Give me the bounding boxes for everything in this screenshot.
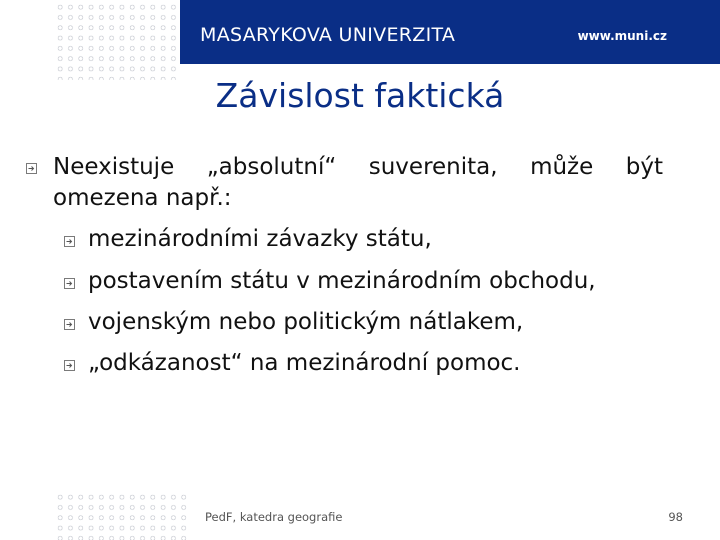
slide-title: Závislost faktická (215, 76, 505, 115)
logo-dot-grid (55, 2, 179, 80)
page-number: 98 (668, 510, 683, 524)
university-name: MASARYKOVA UNIVERZITA (200, 24, 456, 46)
footer-label: PedF, katedra geografie (205, 510, 343, 524)
arrow-box-icon (64, 236, 75, 247)
sub-point: vojenským nebo politickým nátlakem, (88, 309, 524, 335)
sub-point: postavením státu v mezinárodním obchodu, (88, 268, 596, 294)
main-point: Neexistuje „absolutní“ suverenita, může být omezena např.: (53, 154, 663, 211)
sub-point: mezinárodními závazky státu, (88, 226, 432, 252)
arrow-box-icon (26, 163, 37, 174)
footer-dot-grid (55, 492, 189, 540)
arrow-box-icon (64, 360, 75, 371)
arrow-box-icon (64, 278, 75, 289)
arrow-box-icon (64, 319, 75, 330)
university-url: www.muni.cz (577, 29, 667, 43)
sub-point: „odkázanost“ na mezinárodní pomoc. (88, 350, 521, 376)
